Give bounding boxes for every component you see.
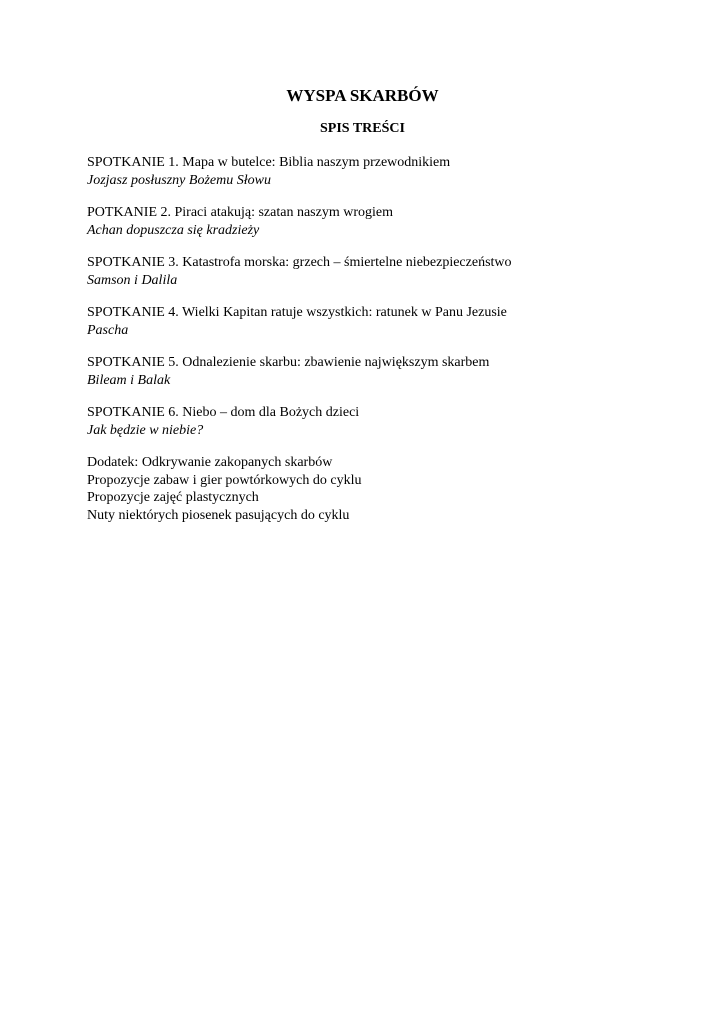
appendix-item: Propozycje zabaw i gier powtórkowych do cyklu	[87, 472, 362, 488]
toc-entry-heading: POTKANIE 2. Piraci atakują: szatan naszym wrogiem	[87, 205, 393, 220]
table-of-contents	[87, 154, 647, 524]
appendix-section	[87, 454, 647, 524]
toc-entry-5	[87, 354, 647, 389]
toc-entry-4	[87, 304, 647, 339]
toc-entry-2	[87, 204, 647, 239]
toc-entry-story: Bileam i Balak	[87, 372, 171, 388]
toc-entry-story: Jak będzie w niebie?	[87, 422, 204, 438]
appendix-item: Propozycje zajęć plastycznych	[87, 490, 259, 505]
toc-entry-story: Jozjasz posłuszny Bożemu Słowu	[87, 172, 271, 188]
toc-entry-story: Achan dopuszcza się kradzieży	[87, 222, 260, 238]
toc-entry-heading: SPOTKANIE 6. Niebo – dom dla Bożych dzieci	[87, 405, 360, 420]
toc-entry-heading: SPOTKANIE 1. Mapa w butelce: Biblia naszym przewodnikiem	[87, 155, 451, 170]
appendix-item: Nuty niektórych piosenek pasujących do cyklu	[87, 507, 350, 523]
toc-entry-story: Pascha	[87, 322, 129, 338]
toc-entry-heading: SPOTKANIE 3. Katastrofa morska: grzech – śmiertelne niebezpieczeństwo	[87, 255, 512, 270]
document-title: WYSPA SKARBÓW	[286, 86, 439, 105]
toc-entry-6	[87, 404, 647, 439]
appendix-item: Dodatek: Odkrywanie zakopanych skarbów	[87, 455, 333, 470]
toc-entry-story: Samson i Dalila	[87, 272, 178, 288]
table-of-contents-heading: SPIS TREŚCI	[320, 121, 405, 136]
toc-entry-3	[87, 254, 647, 289]
toc-entry-heading: SPOTKANIE 4. Wielki Kapitan ratuje wszystkich: ratunek w Panu Jezusie	[87, 305, 507, 320]
toc-entry-1	[87, 154, 647, 189]
toc-entry-heading: SPOTKANIE 5. Odnalezienie skarbu: zbawienie największym skarbem	[87, 355, 490, 370]
